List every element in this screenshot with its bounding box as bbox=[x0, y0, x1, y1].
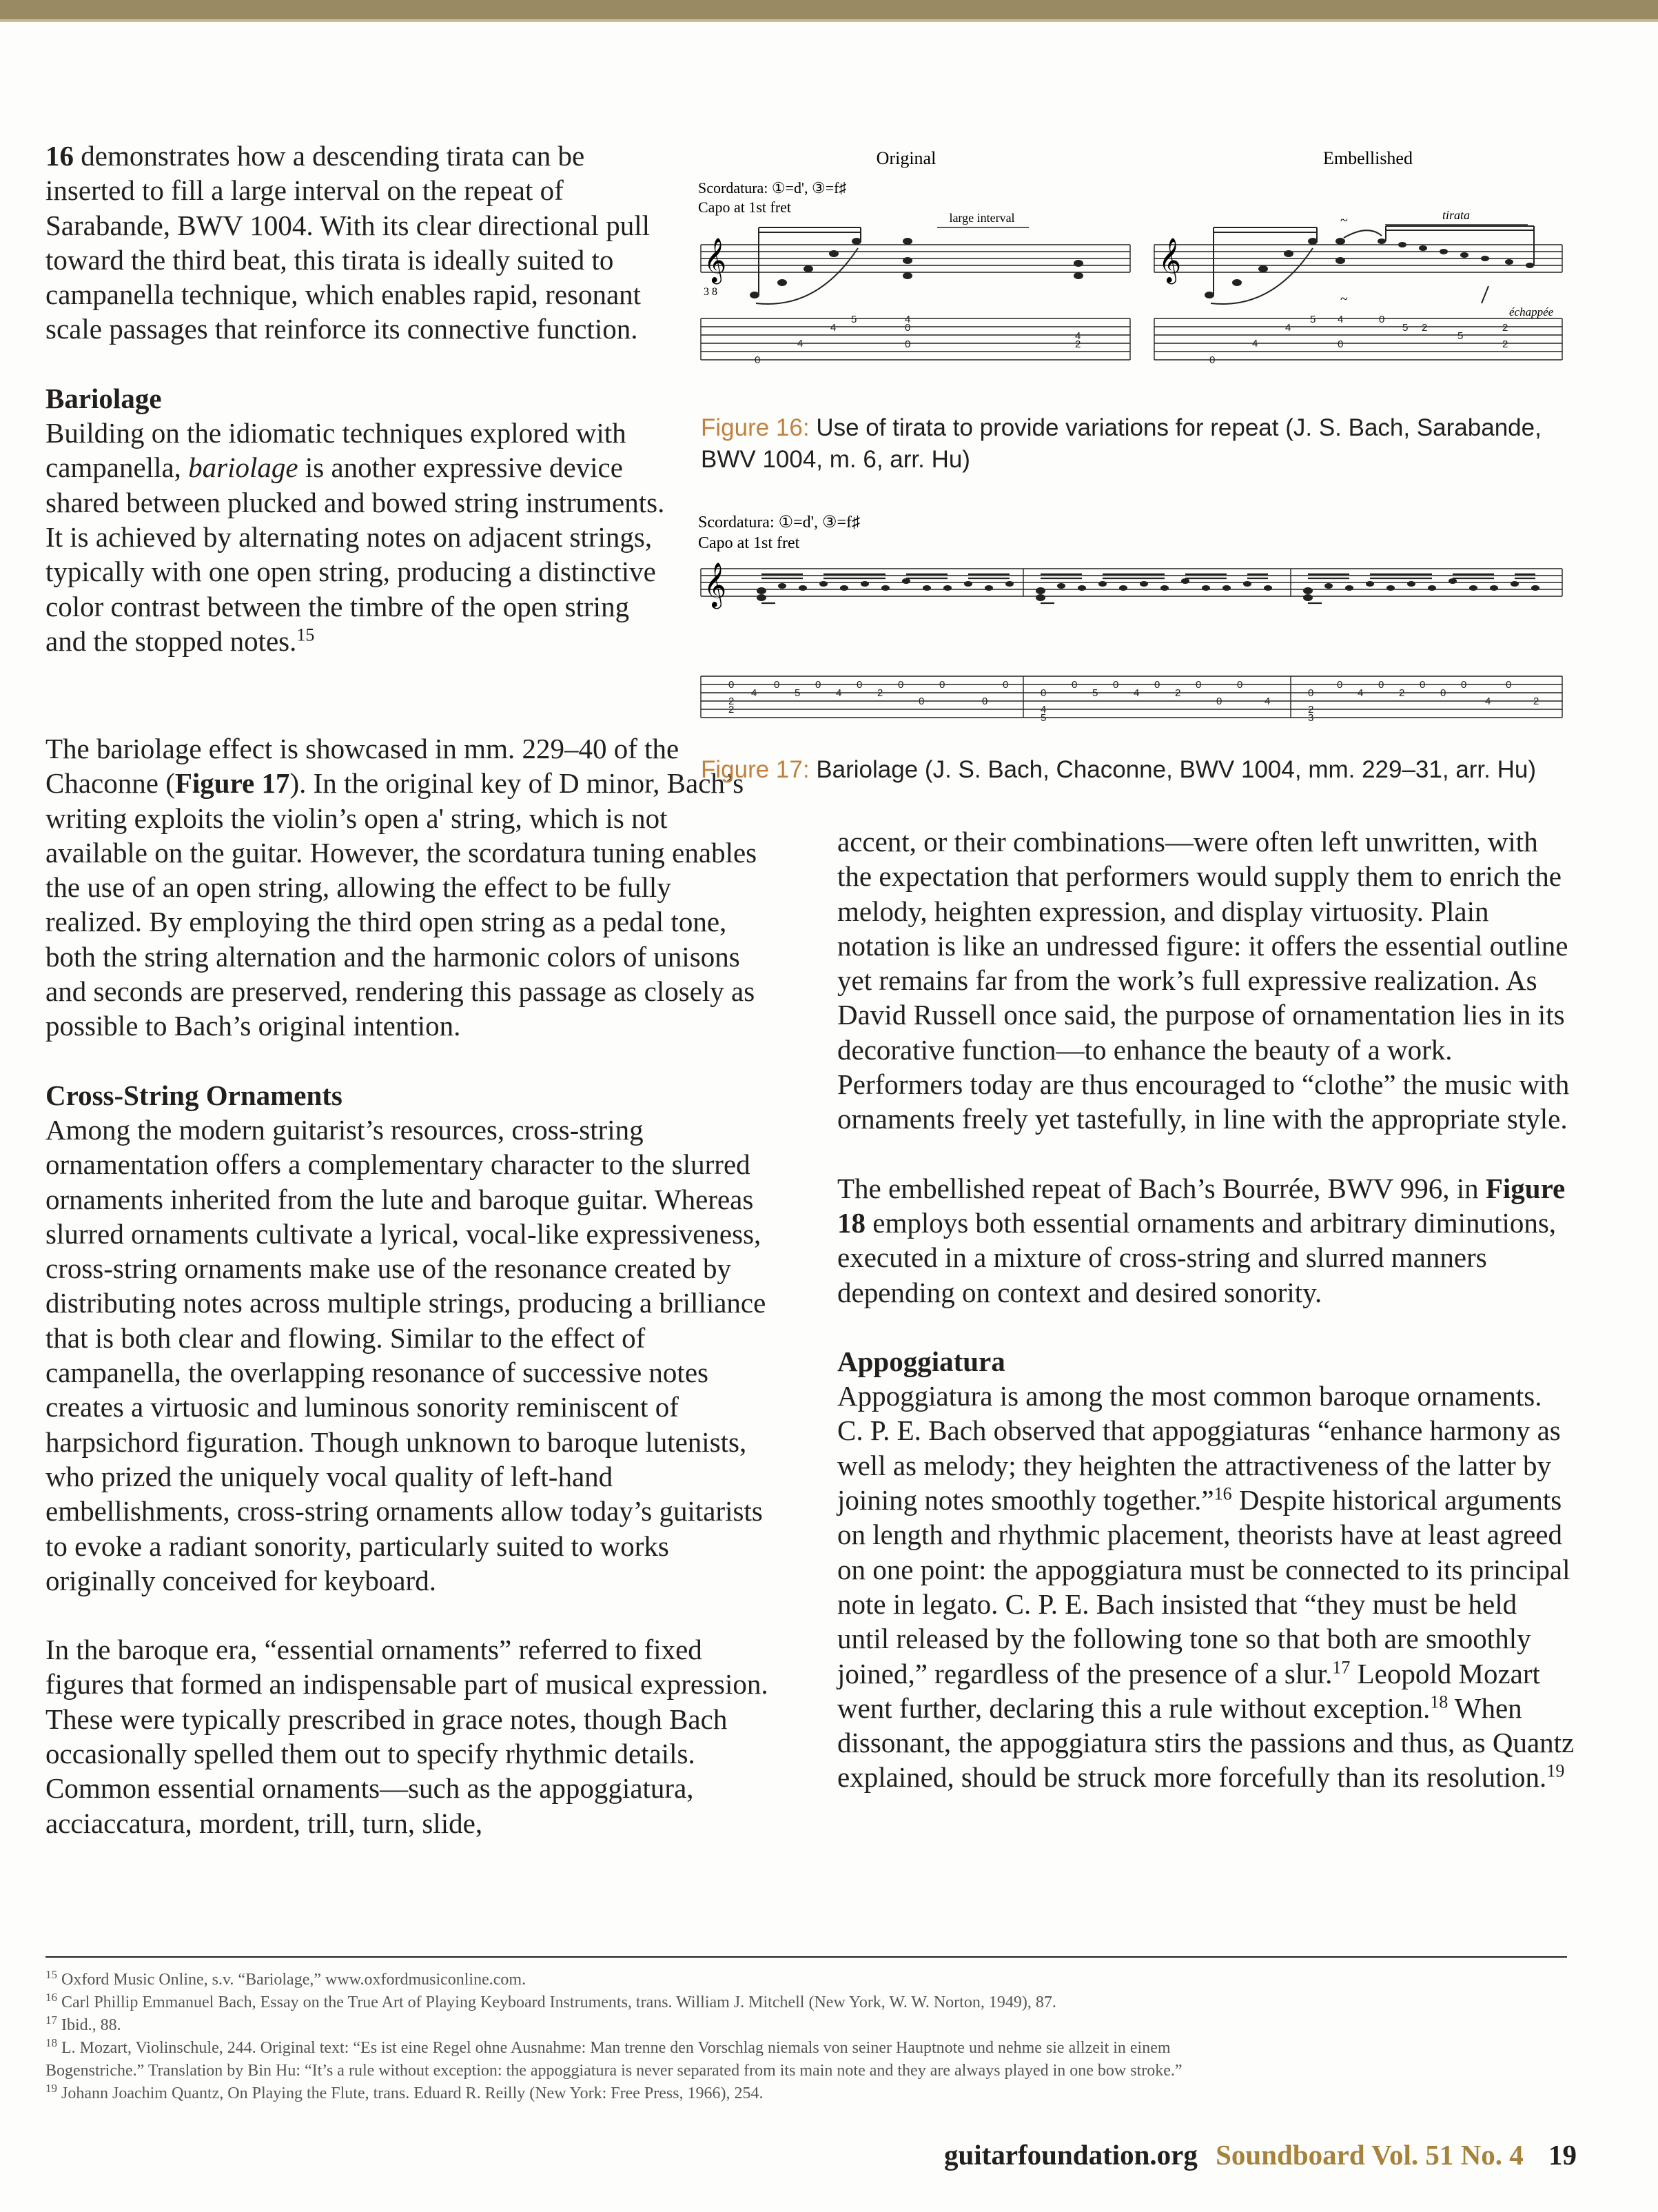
svg-text:5: 5 bbox=[851, 314, 857, 325]
footnote-17: $^{17}$ Ibid., 88. bbox=[45, 2013, 121, 2034]
footer-page-number: 19 bbox=[1548, 2139, 1577, 2171]
fig16-scordatura: Scordatura: ①=d', ③=f♯ bbox=[698, 179, 847, 196]
top-border-bar bbox=[0, 0, 1658, 19]
svg-text:4: 4 bbox=[797, 338, 804, 349]
fig16-tirata: tirata bbox=[1442, 208, 1471, 222]
svg-text:3: 3 bbox=[1308, 712, 1314, 724]
svg-text:0: 0 bbox=[815, 679, 821, 691]
svg-text:4: 4 bbox=[1134, 687, 1140, 699]
heading-bariolage: Bariolage bbox=[45, 382, 162, 414]
figure-17-caption: Figure 17: Bariolage (J. S. Bach, Chaconne, BWV 1004, mm. 229–31, arr. Hu) bbox=[701, 756, 1537, 783]
paragraph-bourree: The embellished repeat of Bach’s Bourrée, BWV 996, in Figure 18 employs both essential ornaments and arbitrary diminutions, executed in a mixture of cross-string and slurred manners depending on context and desired sonority. bbox=[837, 1172, 1566, 1308]
svg-text:0: 0 bbox=[1308, 687, 1314, 699]
footer-magazine: Soundboard Vol. 51 No. 4 bbox=[1216, 2139, 1524, 2171]
svg-text:2: 2 bbox=[728, 704, 735, 716]
top-border-line bbox=[0, 19, 1658, 22]
svg-text:5: 5 bbox=[795, 687, 801, 699]
svg-text:0: 0 bbox=[774, 679, 780, 691]
footnote-18: $^{18}$ L. Mozart, Violinschule, 244. Original text: “Es ist eine Regel ohne Ausnahme: Man trenne den Vorschlag niemals von seiner Hauptnote und nehme sie allzeit in einem bbox=[45, 2036, 1171, 2057]
svg-text:2: 2 bbox=[1175, 687, 1181, 699]
svg-text:0: 0 bbox=[1209, 354, 1216, 366]
svg-text:~: ~ bbox=[1340, 213, 1348, 228]
heading-cross-string: Cross-String Ornaments bbox=[45, 1079, 342, 1111]
footnote-18-cont: Bogenstriche.” Translation by Bin Hu: “It’s a rule without exception: the appoggiatura is never separated from its main note and they are always played in one bow stroke.” bbox=[45, 2062, 1183, 2080]
svg-text:2: 2 bbox=[1533, 696, 1539, 707]
svg-text:0: 0 bbox=[1440, 687, 1446, 699]
fig16-label-embellished: Embellished bbox=[1323, 148, 1413, 168]
svg-text:0: 0 bbox=[1113, 679, 1119, 691]
fig17-scordatura: Scordatura: ①=d', ③=f♯ bbox=[698, 514, 861, 531]
page-footer bbox=[944, 2138, 1577, 2171]
svg-text:5: 5 bbox=[1457, 330, 1464, 342]
heading-appoggiatura: Appoggiatura bbox=[837, 1345, 1005, 1377]
left-column-bottom bbox=[45, 731, 770, 1840]
svg-text:0: 0 bbox=[905, 322, 911, 334]
svg-text:5: 5 bbox=[1310, 314, 1316, 325]
fig16-large-interval: large interval bbox=[949, 211, 1015, 225]
fig17-capo: Capo at 1st fret bbox=[698, 534, 800, 552]
svg-text:0: 0 bbox=[1072, 679, 1078, 691]
figure-16-notation bbox=[693, 138, 1568, 400]
paragraph-chaconne: The bariolage effect is showcased in mm. 229–40 of the Chaconne (Figure 17). In the original key of D minor, Bach’s writing exploits the violin’s open a' string, which is not available on the guitar. However, the scordatura tuning enables the use of an open string, allowing the effect to be fully realized. By employing the third open string as a pedal tone, both the string alternation and the harmonic colors of unisons and seconds are preserved, rendering this passage as closely as possible to Bach’s original intention. bbox=[45, 733, 757, 1042]
svg-text:0: 0 bbox=[905, 338, 911, 350]
svg-text:0: 0 bbox=[898, 679, 904, 691]
svg-text:5: 5 bbox=[1402, 322, 1409, 334]
figure-17-notation bbox=[693, 507, 1568, 744]
svg-text:~: ~ bbox=[1340, 292, 1348, 307]
figure-16-caption: Figure 16: Use of tirata to provide variations for repeat (J. S. Bach, Sarabande, BWV 1004, m. 6, arr. Hu) bbox=[701, 414, 1542, 473]
right-column bbox=[837, 824, 1575, 1795]
fig16-capo: Capo at 1st fret bbox=[698, 199, 792, 216]
svg-text:5: 5 bbox=[1092, 687, 1098, 699]
paragraph-essential-ornaments: In the baroque era, “essential ornaments” referred to fixed figures that formed an indispensable part of musical expression. These were typically prescribed in grace notes, though Bach occasionally spelled them out to specify rhythmic details. Common essential ornaments—such as the appoggiatura, acciaccatura, mordent, trill, turn, slide, bbox=[45, 1634, 768, 1839]
fig16-time-signature: 3 8 bbox=[704, 286, 717, 298]
svg-text:2: 2 bbox=[877, 687, 883, 699]
svg-text:0: 0 bbox=[1337, 679, 1343, 691]
svg-text:0: 0 bbox=[1196, 679, 1202, 691]
footnote-19: $^{19}$ Johann Joachim Quantz, On Playing the Flute, trans. Eduard R. Reilly (New York: Free Press, 1966), 254. bbox=[45, 2082, 764, 2102]
svg-text:2: 2 bbox=[1502, 322, 1508, 334]
footnote-15: $^{15}$ Oxford Music Online, s.v. “Bariolage,” www.oxfordmusiconline.com. bbox=[45, 1968, 526, 1989]
svg-text:0: 0 bbox=[1003, 679, 1009, 691]
paragraph-appoggiatura: Appoggiatura is among the most common baroque ornaments. C. P. E. Bach observed that appoggiaturas “enhance harmony as well as melody; they heighten the attractiveness of the latter by joining notes smoothly together.”$^{16}$ Despite historical arguments on length and rhythmic placement, theorists have at least agreed on one point: the appoggiatura must be connected to its principal note in legato. C. P. E. Bach insisted that “they must be held until released by the following tone so that both are smoothly joined,” regardless of the presence of a slur.$^{17}$ Leopold Mozart went further, declaring this a rule without exception.$^{18}$ When dissonant, the appoggiatura stirs the passions and thus, as Quantz explained, should be struck more forcefully than its resolution.$^{19}$ bbox=[837, 1380, 1575, 1794]
fig16-echappee: échappée bbox=[1509, 305, 1554, 318]
svg-text:4: 4 bbox=[905, 314, 911, 325]
svg-text:0: 0 bbox=[1041, 687, 1047, 699]
svg-text:4: 4 bbox=[1075, 330, 1081, 342]
svg-text:4: 4 bbox=[1041, 704, 1047, 716]
svg-text:5: 5 bbox=[1041, 712, 1047, 724]
svg-text:0: 0 bbox=[1378, 679, 1384, 691]
paragraph-bariolage: Building on the idiomatic techniques explored with campanella, bariolage is another expressive device shared between plucked and bowed string instruments. It is achieved by alternating notes on adjacent strings, typically with one open string, producing a distinctive color contrast between the timbre of the open string and the stopped notes.$^{15}$ bbox=[45, 417, 665, 657]
svg-text:4: 4 bbox=[751, 687, 757, 699]
svg-text:0: 0 bbox=[1461, 679, 1467, 691]
svg-text:0: 0 bbox=[1338, 338, 1344, 350]
svg-text:0: 0 bbox=[919, 696, 925, 707]
svg-text:2: 2 bbox=[1075, 338, 1081, 350]
svg-text:0: 0 bbox=[982, 696, 988, 707]
svg-text:0: 0 bbox=[939, 679, 945, 691]
svg-text:0: 0 bbox=[1216, 696, 1222, 707]
footnotes bbox=[45, 1969, 1582, 2105]
svg-text:2: 2 bbox=[1422, 322, 1428, 334]
svg-text:𝄞: 𝄞 bbox=[704, 564, 727, 607]
svg-text:4: 4 bbox=[1338, 314, 1344, 325]
svg-text:4: 4 bbox=[830, 322, 837, 334]
svg-text:0: 0 bbox=[728, 679, 735, 691]
paragraph-tirata: 16 demonstrates how a descending tirata can be inserted to fill a large interval on the repeat of Sarabande, BWV 1004. With its clear directional pull toward the third beat, this tirata is ideally suited to campanella technique, which enables rapid, resonant scale passages that reinforce its connective function. bbox=[45, 140, 650, 345]
footnote-rule bbox=[45, 1956, 1567, 1958]
svg-text:𝄞: 𝄞 bbox=[1158, 239, 1182, 282]
footnote-16: $^{16}$ Carl Phillip Emmanuel Bach, Essay on the True Art of Playing Keyboard Instruments, trans. William J. Mitchell (New York, W. W. Norton, 1949), 87. bbox=[45, 1991, 1056, 2011]
svg-text:0: 0 bbox=[755, 354, 761, 366]
svg-text:4: 4 bbox=[1265, 696, 1271, 707]
svg-text:4: 4 bbox=[836, 687, 842, 699]
svg-text:2: 2 bbox=[1399, 687, 1405, 699]
svg-text:2: 2 bbox=[1308, 704, 1314, 716]
svg-text:0: 0 bbox=[1237, 679, 1243, 691]
footer-site: guitarfoundation.org bbox=[943, 2139, 1198, 2171]
svg-text:4: 4 bbox=[1252, 338, 1258, 349]
svg-text:2: 2 bbox=[1502, 338, 1508, 350]
svg-text:4: 4 bbox=[1485, 696, 1491, 707]
svg-text:0: 0 bbox=[1506, 679, 1512, 691]
paragraph-ornament-unwritten: accent, or their combinations—were often left unwritten, with the expectation that performers would supply them to enrich the melody, heighten expression, and display virtuosity. Plain notation is like an undressed figure: it offers the essential outline yet remains far from the work’s full expressive realization. As David Russell once said, the purpose of ornamentation lies in its decorative function—to enhance the beauty of a work. Performers today are thus encouraged to “clothe” the music with ornaments freely yet tastefully, in line with the appropriate style. bbox=[837, 826, 1570, 1135]
svg-text:4: 4 bbox=[1285, 322, 1291, 334]
svg-text:0: 0 bbox=[1420, 679, 1426, 691]
paragraph-cross-string: Among the modern guitarist’s resources, cross-string ornamentation offers a complementary character to the slurred ornaments inherited from the lute and baroque guitar. Whereas slurred ornaments cultivate a lyrical, vocal-like expressiveness, cross-string ornaments make use of the resonance created by distributing notes across multiple strings, producing a brilliance that is both clear and flowing. Similar to the effect of campanella, the overlapping resonance of successive notes creates a virtuosic and luminous sonority reminiscent of harpsichord figuration. Though unknown to baroque lutenists, who prized the uniquely vocal quality of left-hand embellishments, cross-string ornaments allow today’s guitarists to evoke a radiant sonority, particularly suited to works originally conceived for keyboard. bbox=[45, 1113, 766, 1596]
svg-text:0: 0 bbox=[1379, 314, 1385, 325]
svg-text:2: 2 bbox=[728, 696, 735, 707]
svg-text:0: 0 bbox=[1154, 679, 1160, 691]
svg-text:0: 0 bbox=[857, 679, 863, 691]
fig16-label-original: Original bbox=[876, 148, 937, 168]
svg-text:𝄞: 𝄞 bbox=[704, 239, 727, 282]
left-column-top bbox=[45, 139, 666, 658]
svg-text:4: 4 bbox=[1358, 687, 1364, 699]
